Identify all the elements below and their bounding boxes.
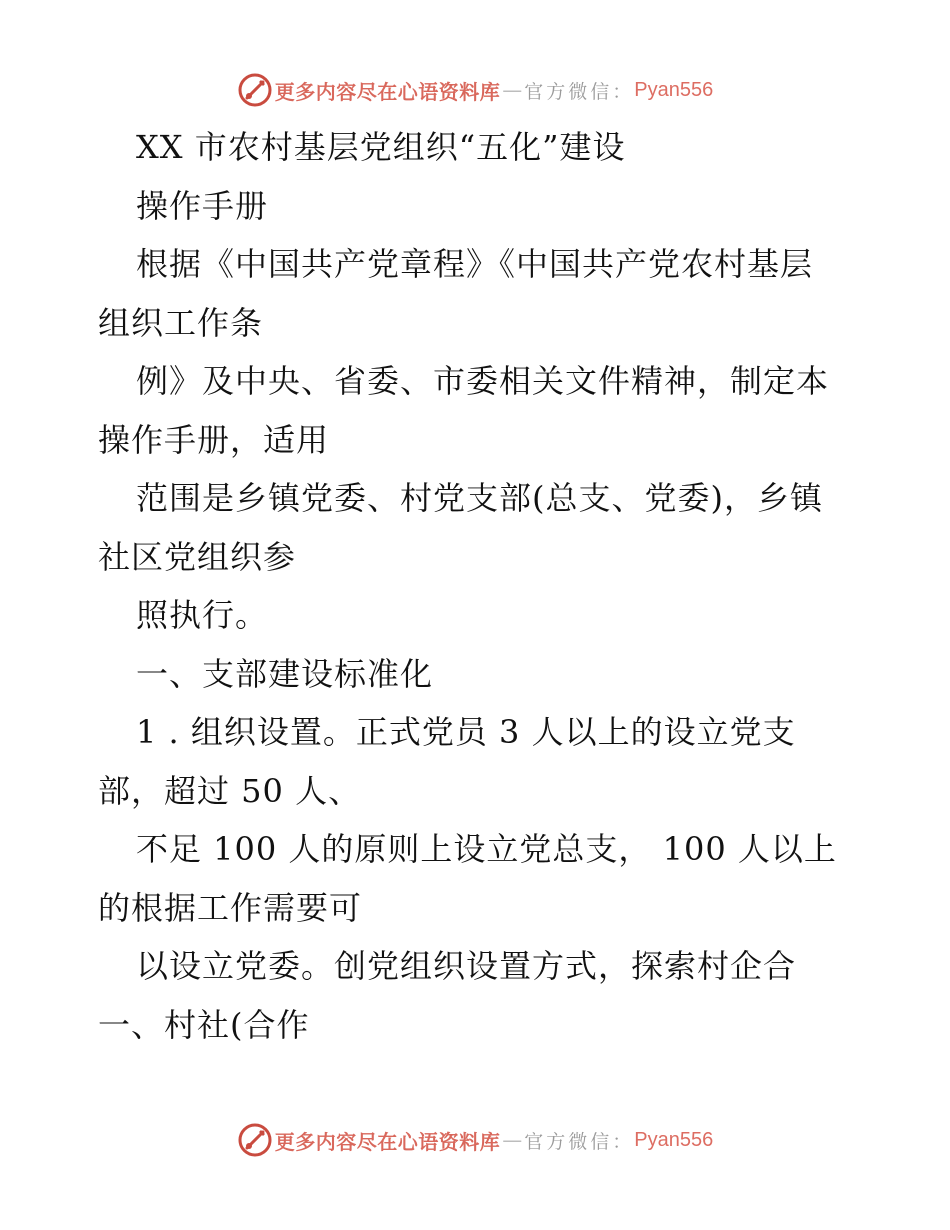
text-line: 一、支部建设标准化 — [136, 654, 434, 693]
text-line: 一、村社(合作 — [98, 1005, 310, 1044]
text-line: 以设立党委。创党组织设置方式，探索村企合 — [136, 947, 797, 985]
watermark-official-label: 官方微信： — [524, 1130, 635, 1153]
document-body — [98, 118, 858, 1054]
text-line: 根据《中国共产党章程》《中国共产党农村基层 — [136, 245, 814, 283]
watermark-wechat-id: Pyan556 — [634, 78, 714, 101]
watermark-official-label: 官方微信： — [524, 80, 635, 103]
text-line: 部，超过 50 人、 — [98, 771, 362, 810]
watermark-logo-icon — [237, 1122, 273, 1158]
text-line: 范围是乡镇党委、村党支部(总支、党委)，乡镇 — [136, 479, 823, 517]
text-line: 操作手册，适用 — [98, 420, 330, 459]
watermark-main-text: 更多内容尽在心语资料库 — [274, 79, 501, 104]
watermark-header: 更多内容尽在心语资料库 — 官方微信： Pyan556 — [0, 70, 950, 110]
watermark-wechat-id: Pyan556 — [634, 1128, 714, 1151]
text-line: 不足 100 人的原则上设立党总支， 100 人以上 — [136, 830, 837, 868]
text-line: XX 市农村基层党组织“五化”建设 — [136, 128, 626, 166]
text-line: 组织工作条 — [98, 303, 264, 342]
text-line: 的根据工作需要可 — [98, 888, 363, 927]
text-line: 社区党组织参 — [98, 537, 297, 576]
watermark-main-text: 更多内容尽在心语资料库 — [274, 1129, 501, 1154]
text-line: 1 . 组织设置。正式党员 3 人以上的设立党支 — [136, 713, 796, 751]
watermark-footer: 更多内容尽在心语资料库 — 官方微信： Pyan556 — [0, 1120, 950, 1160]
watermark-logo-icon — [237, 72, 273, 108]
text-line: 操作手册 — [136, 186, 269, 225]
text-line: 照执行。 — [136, 596, 269, 634]
text-line: 例》及中央、省委、市委相关文件精神，制定本 — [136, 362, 830, 400]
